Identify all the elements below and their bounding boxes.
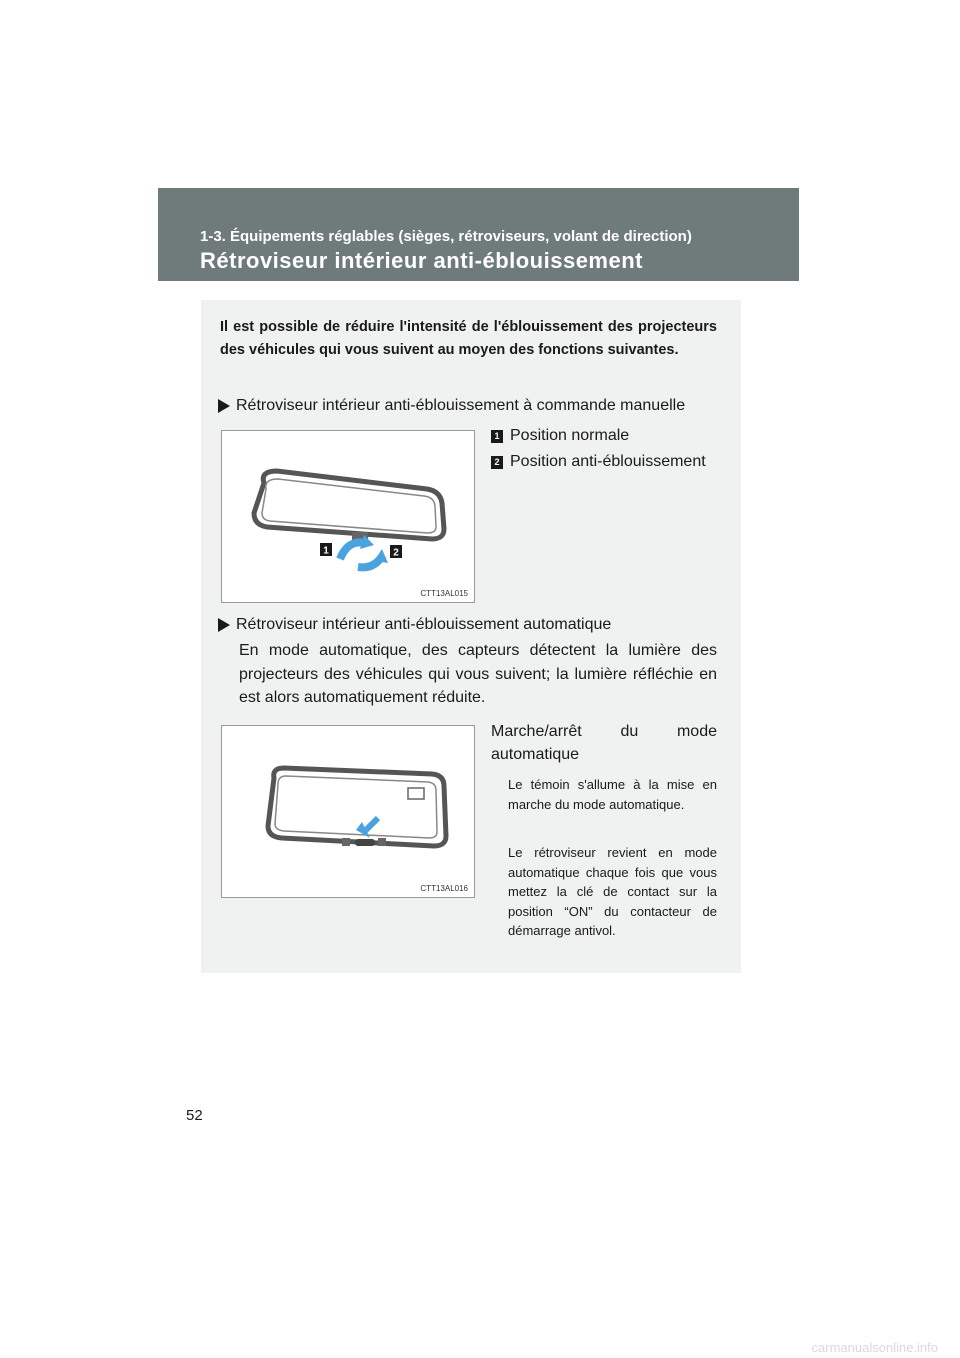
note-reset: Le rétroviseur revient en mode automatique chaque fois que vous mettez la clé de contact sur la position “ON” du contacteur de démarrage antivol.	[508, 845, 717, 938]
manual-mirror-figure	[221, 430, 475, 603]
figure-code: CTT13AL015	[420, 589, 468, 598]
automatic-heading	[218, 616, 611, 634]
bullet-arrow-icon	[218, 618, 230, 632]
manual-heading	[218, 397, 685, 415]
manual-mirror-illustration	[222, 431, 476, 604]
intro-text: Il est possible de réduire l'intensité de l'éblouissement des projecteurs des véhicules qui vous suivent au moyen des fonctions suivantes.	[220, 319, 717, 358]
callout-2: 2	[393, 547, 399, 559]
watermark: carmanualsonline.info	[811, 1340, 938, 1355]
automatic-description: En mode automatique, des capteurs détectent la lumière des projecteurs des véhicules qui vous suivent; la lumière réfléchie en est alors automatiquement réduite.	[239, 642, 717, 706]
note-indicator: Le témoin s'allume à la mise en marche du mode automatique.	[508, 777, 717, 812]
automatic-mirror-illustration	[222, 726, 476, 899]
automatic-mirror-figure	[221, 725, 475, 898]
callout-1: 1	[323, 545, 329, 557]
page-number: 52	[186, 1107, 203, 1124]
figure-code: CTT13AL016	[420, 884, 468, 893]
legend-label: Position normale	[510, 427, 630, 444]
legend-label: Position anti-éblouissement	[510, 453, 706, 470]
number-badge: 1	[491, 430, 503, 443]
toggle-label: Marche/arrêt du mode automatique	[491, 723, 717, 763]
bullet-arrow-icon	[218, 399, 230, 413]
number-badge: 2	[491, 456, 503, 469]
legend-item-antiglare	[491, 453, 706, 471]
section-header	[158, 188, 799, 281]
automatic-heading-text: Rétroviseur intérieur anti-éblouissement automatique	[236, 616, 612, 633]
page-title: Rétroviseur intérieur anti-éblouissement	[200, 248, 643, 273]
legend-item-normal	[491, 427, 629, 445]
content-panel	[201, 300, 741, 973]
manual-heading-text: Rétroviseur intérieur anti-éblouissement à commande manuelle	[236, 397, 686, 414]
section-breadcrumb: 1-3. Équipements réglables (sièges, rétroviseurs, volant de direction)	[200, 228, 692, 245]
